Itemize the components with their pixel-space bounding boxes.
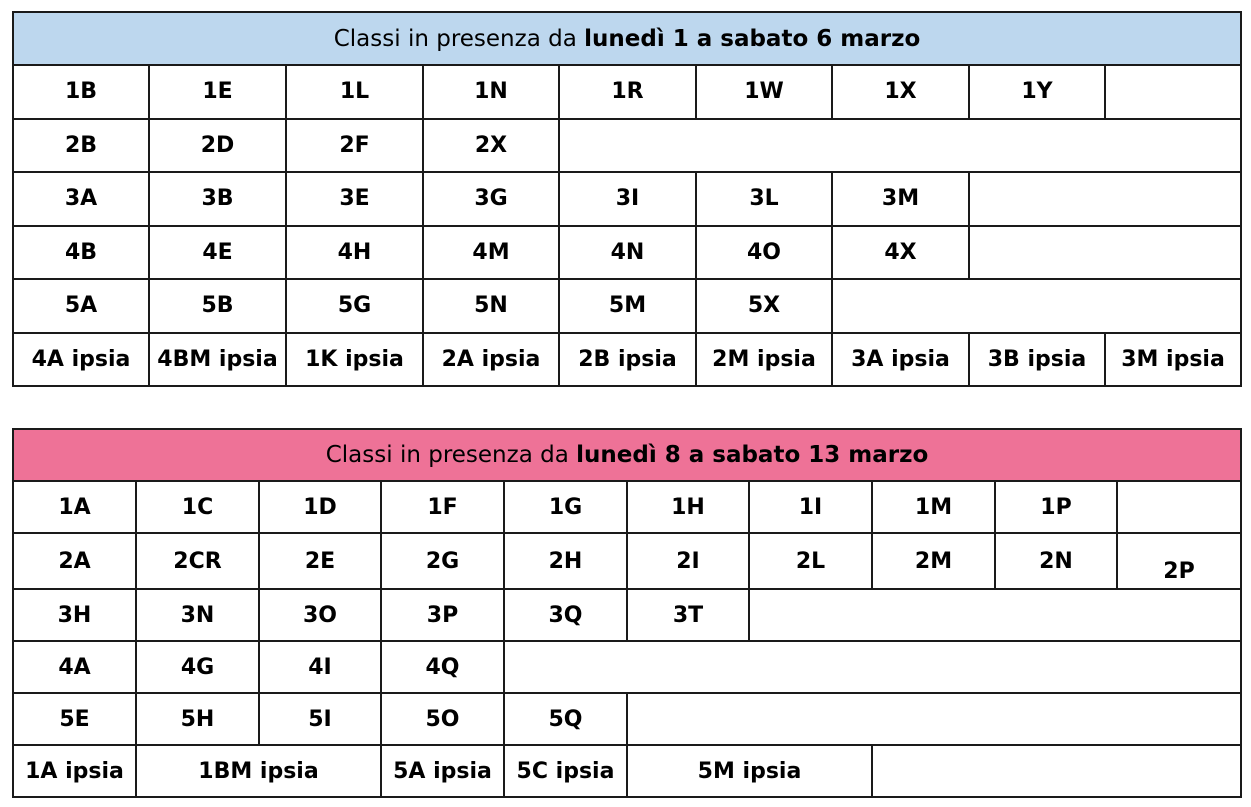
class-cell: 3N [136,589,259,641]
class-cell: 4X [832,226,969,280]
class-cell: 3L [696,172,832,226]
classes-table-week2 [12,428,1242,798]
table-row [13,641,1241,693]
class-cell: 2L [749,533,872,589]
class-cell: 3H [13,589,136,641]
class-cell: 4A [13,641,136,693]
table-row [13,226,1241,280]
class-cell: 1F [381,481,504,533]
class-cell: 4G [136,641,259,693]
class-cell: 3B ipsia [969,333,1105,387]
class-cell: 2P [1117,533,1241,589]
empty-cell [749,589,1241,641]
class-cell: 1W [696,65,832,119]
table-row [13,172,1241,226]
empty-cell [969,226,1241,280]
class-cell: 3A [13,172,149,226]
class-cell: 5O [381,693,504,745]
class-cell: 2D [149,119,286,173]
empty-cell [504,641,1241,693]
class-cell: 1N [423,65,559,119]
class-cell: 4BM ipsia [149,333,286,387]
class-cell: 4O [696,226,832,280]
table-row [13,533,1241,589]
class-cell: 4E [149,226,286,280]
class-cell: 2M [872,533,995,589]
table-title: Classi in presenza da lunedì 8 a sabato 13 marzo [13,429,1241,481]
class-cell: 1D [259,481,381,533]
class-cell: 3O [259,589,381,641]
class-cell: 1M [872,481,995,533]
class-cell: 5C ipsia [504,745,627,797]
class-cell: 3Q [504,589,627,641]
class-cell: 3M [832,172,969,226]
class-cell: 3T [627,589,749,641]
class-cell: 4B [13,226,149,280]
class-cell: 5G [286,279,423,333]
empty-cell [832,279,1241,333]
class-cell: 1A ipsia [13,745,136,797]
class-cell: 4I [259,641,381,693]
table-row [13,65,1241,119]
empty-cell [872,745,1241,797]
class-cell: 1H [627,481,749,533]
class-cell: 4A ipsia [13,333,149,387]
class-cell: 3I [559,172,696,226]
class-cell: 5H [136,693,259,745]
class-cell: 1B [13,65,149,119]
class-cell: 5A [13,279,149,333]
table-row [13,279,1241,333]
class-cell: 5N [423,279,559,333]
class-cell: 5X [696,279,832,333]
class-cell: 1A [13,481,136,533]
class-cell: 1I [749,481,872,533]
class-cell: 2CR [136,533,259,589]
class-cell: 1BM ipsia [136,745,381,797]
class-cell: 1L [286,65,423,119]
class-cell: 5M [559,279,696,333]
class-cell: 2F [286,119,423,173]
empty-cell [1117,481,1241,533]
class-cell: 1K ipsia [286,333,423,387]
empty-cell [1105,65,1241,119]
class-cell: 3E [286,172,423,226]
class-cell: 2G [381,533,504,589]
class-cell: 2I [627,533,749,589]
class-cell: 1P [995,481,1117,533]
class-cell: 1G [504,481,627,533]
class-cell: 2M ipsia [696,333,832,387]
classes-table-week1 [12,11,1242,387]
table-row [13,481,1241,533]
class-cell: 4N [559,226,696,280]
class-cell: 2B ipsia [559,333,696,387]
class-cell: 1C [136,481,259,533]
class-cell: 4H [286,226,423,280]
table-row [13,333,1241,387]
empty-cell [627,693,1241,745]
class-cell: 1X [832,65,969,119]
class-cell: 3P [381,589,504,641]
empty-cell [559,119,1241,173]
class-cell: 5M ipsia [627,745,872,797]
class-cell: 5B [149,279,286,333]
table-row [13,589,1241,641]
table-title: Classi in presenza da lunedì 1 a sabato 6 marzo [13,12,1241,65]
class-cell: 2E [259,533,381,589]
table-row [13,693,1241,745]
class-cell: 3B [149,172,286,226]
table-row [13,745,1241,797]
class-cell: 4M [423,226,559,280]
class-cell: 2N [995,533,1117,589]
class-cell: 1Y [969,65,1105,119]
class-cell: 4Q [381,641,504,693]
table-row [13,119,1241,173]
class-cell: 2H [504,533,627,589]
class-cell: 2A ipsia [423,333,559,387]
class-cell: 1E [149,65,286,119]
empty-cell [969,172,1241,226]
class-cell: 5E [13,693,136,745]
class-cell: 5Q [504,693,627,745]
class-cell: 3M ipsia [1105,333,1241,387]
class-cell: 5A ipsia [381,745,504,797]
class-cell: 5I [259,693,381,745]
class-cell: 3G [423,172,559,226]
class-cell: 2X [423,119,559,173]
class-cell: 2B [13,119,149,173]
class-cell: 1R [559,65,696,119]
class-cell: 2A [13,533,136,589]
class-cell: 3A ipsia [832,333,969,387]
